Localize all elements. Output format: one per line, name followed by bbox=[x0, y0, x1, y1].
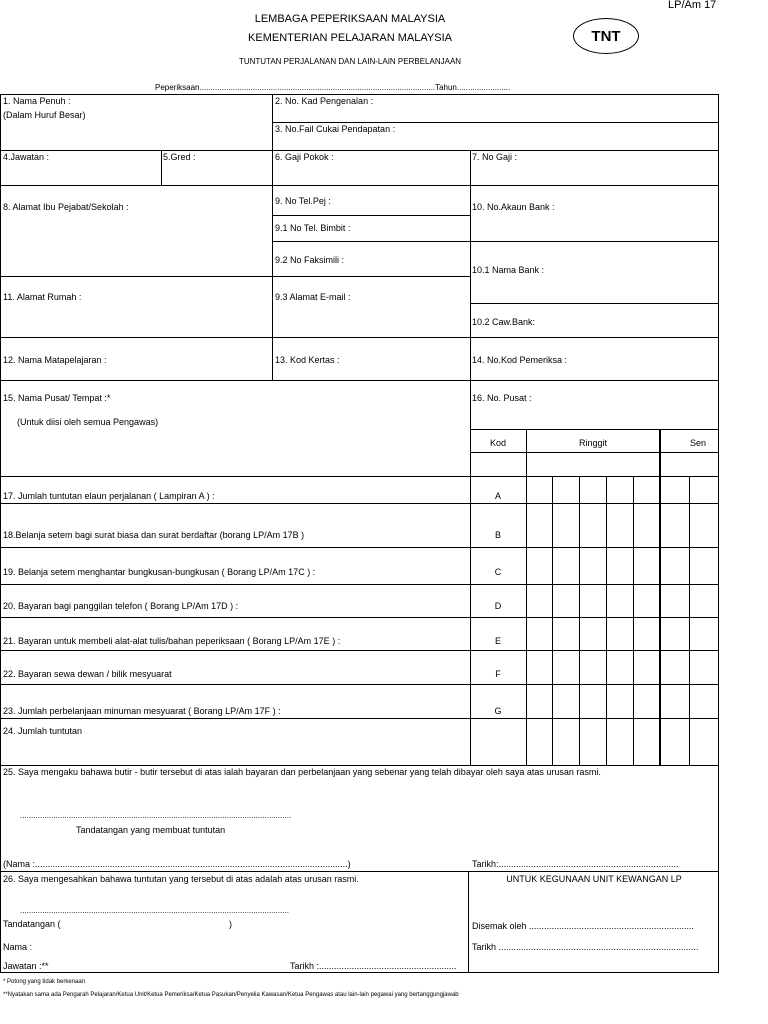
field-paper-code: 13. Kod Kertas : bbox=[275, 355, 340, 365]
field-examiner-code: 14. No.Kod Pemeriksa : bbox=[472, 355, 568, 365]
claim-label: 23. Jumlah perbelanjaan minuman mesyuarat ( Borang LP/Am 17F ) : bbox=[3, 706, 281, 716]
claimant-sign-caption: Tandatangan yang membuat tuntutan bbox=[76, 825, 226, 835]
finance-date: Tarikh ................................................................................ bbox=[472, 942, 699, 952]
claim-label: 18.Belanja setem bagi surat biasa dan surat berdaftar (borang LP/Am 17B ) bbox=[3, 530, 305, 540]
field-grade: 5.Gred : bbox=[163, 152, 196, 162]
org-name: LEMBAGA PEPERIKSAAN MALAYSIA bbox=[254, 13, 446, 25]
header-ringgit: Ringgit bbox=[578, 438, 607, 448]
field-bank-branch: 10.2 Caw.Bank: bbox=[472, 317, 536, 327]
claim-code: E bbox=[494, 636, 501, 646]
declaration-text: 25. Saya mengaku bahawa butir - butir tersebut di atas ialah bayaran dan perbelanjaan yang sebenar yang telah dibayar oleh saya atas urusan rasmi. bbox=[3, 767, 601, 777]
claim-label: 19. Belanja setem menghantar bungkusan-bungkusan ( Borang LP/Am 17C ) : bbox=[3, 567, 316, 577]
field-position: 4.Jawatan : bbox=[3, 152, 50, 162]
field-salary-no: 7. No Gaji : bbox=[472, 152, 518, 162]
field-bank-name: 10.1 Nama Bank : bbox=[472, 265, 545, 275]
certification-text: 26. Saya mengesahkan bahawa tuntutan yang tersebut di atas adalah atas urusan rasmi. bbox=[3, 874, 359, 884]
certifier-name: Nama : bbox=[3, 942, 33, 952]
ministry-name: KEMENTERIAN PELAJARAN MALAYSIA bbox=[248, 32, 452, 44]
form-code: LP/Am 17 bbox=[668, 0, 717, 11]
field-full-name: 1. Nama Penuh : bbox=[3, 96, 71, 106]
claim-label: 21. Bayaran untuk membeli alat-alat tulis/bahan peperiksaan ( Borang LP/Am 17E ) : bbox=[3, 636, 341, 646]
certifier-signature-close: ) bbox=[229, 919, 232, 929]
claim-code: D bbox=[494, 601, 502, 611]
field-centre-note: (Untuk diisi oleh semua Pengawas) bbox=[17, 417, 159, 427]
tnt-stamp: TNT bbox=[573, 18, 639, 54]
field-home-address: 11. Alamat Rumah : bbox=[3, 292, 82, 302]
finance-unit-title: UNTUK KEGUNAAN UNIT KEWANGAN LP bbox=[506, 874, 682, 884]
claim-code: B bbox=[494, 530, 501, 540]
footnote-officer: **Nyatakan sama ada Pengarah Pelajaran/Ketua Unit/Ketua Pemeriksa/Ketua Pasukan/Penyelia Kawasan/Ketua Pengawas atau lain-lain pegawai yang bertanggungjawab bbox=[3, 992, 459, 998]
field-tax-file: 3. No.Fail Cukai Pendapatan : bbox=[275, 124, 396, 134]
certifier-date: Tarikh :....................................................... bbox=[290, 961, 457, 971]
header-sen: Sen bbox=[690, 438, 707, 448]
header-kod: Kod bbox=[489, 438, 506, 448]
exam-line: Peperiksaan..........................................................................................................Tahun........................ bbox=[155, 83, 511, 92]
field-full-name-note: (Dalam Huruf Besar) bbox=[3, 110, 86, 120]
field-email: 9.3 Alamat E-mail : bbox=[275, 292, 351, 302]
claim-code: G bbox=[494, 706, 502, 716]
field-fax: 9.2 No Faksimili : bbox=[275, 255, 345, 265]
field-office-address: 8. Alamat Ibu Pejabat/Sekolah : bbox=[3, 202, 129, 212]
field-mobile-phone: 9.1 No Tel. Bimbit : bbox=[275, 223, 351, 233]
total-label: 24. Jumlah tuntutan bbox=[3, 726, 83, 736]
field-bank-account: 10. No.Akaun Bank : bbox=[472, 202, 555, 212]
field-ic-number: 2. No. Kad Pengenalan : bbox=[275, 96, 374, 106]
form-title: TUNTUTAN PERJALANAN DAN LAIN-LAIN PERBELANJAAN bbox=[238, 57, 462, 66]
field-centre-name: 15. Nama Pusat/ Tempat :* bbox=[3, 393, 111, 403]
claim-code: F bbox=[495, 669, 501, 679]
certifier-sign-line: ......................................................................................................................... bbox=[20, 906, 289, 915]
footnote-strike: * Potong yang tidak berkenaan bbox=[3, 979, 86, 985]
claimant-date: Tarikh:........................................................................ bbox=[472, 859, 679, 869]
field-office-phone: 9. No Tel.Pej : bbox=[275, 196, 331, 206]
claim-label: 20. Bayaran bagi panggilan telefon ( Borang LP/Am 17D ) : bbox=[3, 601, 239, 611]
claim-code: C bbox=[494, 567, 502, 577]
finance-checked-by: Disemak oleh .................................................................. bbox=[472, 921, 695, 931]
certifier-position: Jawatan :** bbox=[3, 961, 49, 971]
field-centre-no: 16. No. Pusat : bbox=[472, 393, 532, 403]
field-subject: 12. Nama Matapelajaran : bbox=[3, 355, 107, 365]
claimant-sign-line: .......................................................................................................................... bbox=[20, 811, 292, 820]
certifier-signature: Tandatangan ( bbox=[3, 919, 61, 929]
claim-code: A bbox=[494, 491, 501, 501]
claimant-name: (Nama :.............................................................................................................................) bbox=[3, 859, 351, 869]
field-basic-salary: 6. Gaji Pokok : bbox=[275, 152, 334, 162]
claim-label: 22. Bayaran sewa dewan / bilik mesyuarat bbox=[3, 669, 172, 679]
claim-label: 17. Jumlah tuntutan elaun perjalanan ( Lampiran A ) : bbox=[3, 491, 215, 501]
